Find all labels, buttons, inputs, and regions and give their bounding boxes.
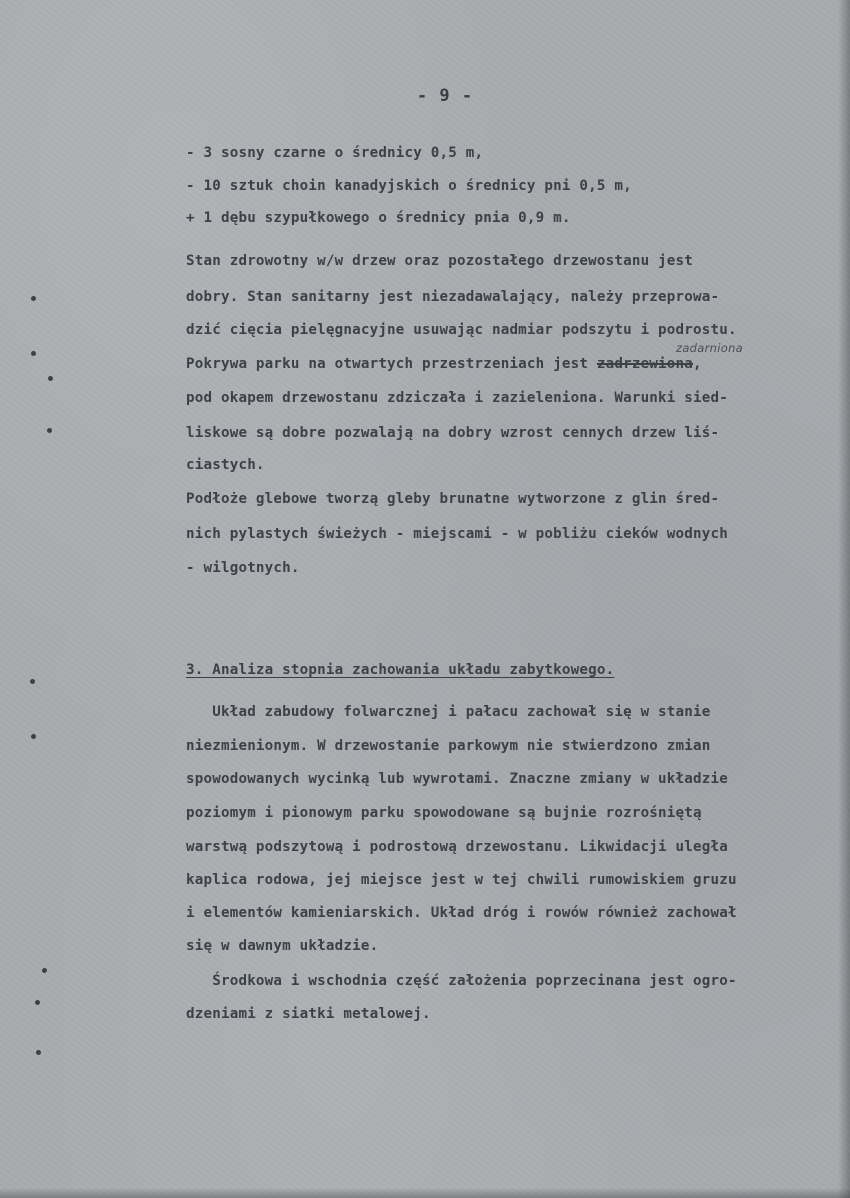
- punch-hole-mark: [36, 1050, 41, 1055]
- section-line: warstwą podszytową i podrostową drzewostanu. Likwidacji uległa: [186, 839, 728, 855]
- section-line: poziomym i pionowym parku spowodowane są bujnie rozrośniętą: [186, 805, 702, 821]
- punch-hole-mark: [31, 296, 36, 301]
- line-text: Pokrywa parku na otwartych przestrzeniach jest: [186, 356, 597, 372]
- page-bottom-shadow: [0, 1188, 850, 1198]
- punch-hole-mark: [35, 1000, 40, 1005]
- paragraph-line: nich pylastych świeżych - miejscami - w pobliżu cieków wodnych: [186, 526, 728, 542]
- section-heading: 3. Analiza stopnia zachowania układu zabytkowego.: [186, 662, 615, 678]
- section-line: Środkowa i wschodnia część założenia poprzecinana jest ogro-: [186, 973, 737, 989]
- line-text: ,: [693, 356, 702, 372]
- paragraph-line: - wilgotnych.: [186, 560, 300, 576]
- paragraph-line: [186, 354, 702, 374]
- page-number: - 9 -: [416, 86, 474, 106]
- section-line: i elementów kamieniarskich. Układ dróg i rowów również zachował: [186, 905, 737, 921]
- paragraph-line: Podłoże glebowe tworzą gleby brunatne wytworzone z glin śred-: [186, 491, 720, 507]
- punch-hole-mark: [31, 734, 36, 739]
- paragraph-line: ciastych.: [186, 457, 265, 473]
- struck-out-word: zadrzewiona: [596, 356, 694, 372]
- handwritten-correction: zadarniona: [676, 341, 744, 355]
- section-line: Układ zabudowy folwarcznej i pałacu zachował się w stanie: [186, 704, 711, 720]
- section-line: niezmienionym. W drzewostanie parkowym nie stwierdzono zmian: [186, 738, 711, 754]
- paragraph-line: dzić cięcia pielęgnacyjne usuwając nadmiar podszytu i podrostu.: [186, 322, 737, 338]
- punch-hole-mark: [47, 428, 52, 433]
- paragraph-line: liskowe są dobre pozwalają na dobry wzrost cennych drzew liś-: [186, 425, 720, 441]
- paragraph-line: pod okapem drzewostanu zdziczała i zazieleniona. Warunki sied-: [186, 390, 728, 406]
- section-line: spowodowanych wycinką lub wywrotami. Znaczne zmiany w układzie: [186, 771, 728, 787]
- punch-hole-mark: [30, 679, 35, 684]
- paragraph-line: dobry. Stan sanitarny jest niezadawalający, należy przeprowa-: [186, 289, 720, 305]
- punch-hole-mark: [42, 968, 47, 973]
- page-edge-shadow: [838, 0, 850, 1198]
- punch-hole-mark: [48, 376, 53, 381]
- section-line: kaplica rodowa, jej miejsce jest w tej chwili rumowiskiem gruzu: [186, 872, 737, 888]
- punch-hole-mark: [31, 351, 36, 356]
- list-item: - 3 sosny czarne o średnicy 0,5 m,: [186, 145, 484, 161]
- paragraph-line: Stan zdrowotny w/w drzew oraz pozostałego drzewostanu jest: [186, 253, 694, 269]
- list-item: + 1 dębu szypułkowego o średnicy pnia 0,9 m.: [186, 210, 571, 226]
- section-line: się w dawnym układzie.: [186, 938, 379, 954]
- section-line: dzeniami z siatki metalowej.: [186, 1006, 431, 1022]
- list-item: - 10 sztuk choin kanadyjskich o średnicy pni 0,5 m,: [186, 178, 632, 194]
